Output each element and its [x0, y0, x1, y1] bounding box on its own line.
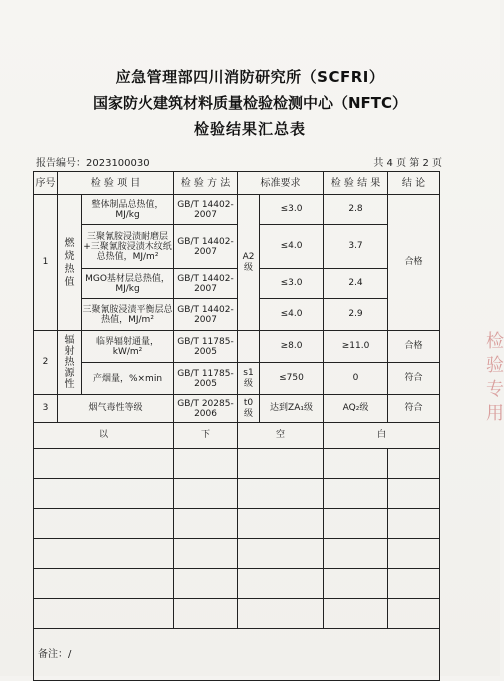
blank-notice-row [34, 423, 440, 449]
requirement-cell: ≤4.0 [260, 225, 324, 269]
row-no: 1 [34, 195, 58, 331]
requirement-cell: ≤4.0 [260, 299, 324, 331]
document-title: 检验结果汇总表 [193, 120, 306, 138]
empty-row [34, 539, 440, 569]
header-method: 检 验 方 法 [174, 172, 238, 195]
table-row [34, 269, 440, 299]
class-cell: A2 级 [238, 195, 260, 331]
requirement-cell: ≤3.0 [260, 269, 324, 299]
method-cell: GB/T 14402-2007 [174, 225, 238, 269]
item-cell: 整体制品总热值，MJ/kg [82, 195, 174, 225]
result-cell: AQ₂级 [324, 395, 388, 423]
blank-word: 以 [34, 423, 174, 449]
result-cell: 2.4 [324, 269, 388, 299]
header-item: 检 验 项 目 [58, 172, 174, 195]
method-cell: GB/T 14402-2007 [174, 299, 238, 331]
table-row [34, 299, 440, 331]
item-cell: 三聚氰胺浸渍平衡层总热值，MJ/m² [82, 299, 174, 331]
table-row [34, 363, 440, 395]
conclusion-cell: 合格 [388, 331, 440, 363]
center-title: 国家防火建筑材料质量检验检测中心（NFTC） [92, 94, 408, 112]
empty-row [34, 569, 440, 599]
conclusion-cell: 符合 [388, 395, 440, 423]
row-no: 3 [34, 395, 58, 423]
header-conclusion: 结 论 [388, 172, 440, 195]
row-no: 2 [34, 331, 58, 395]
report-number: 报告编号：2023100030 [36, 158, 150, 169]
method-cell: GB/T 11785-2005 [174, 363, 238, 395]
table-row [34, 195, 440, 225]
blank-word: 白 [324, 423, 440, 449]
results-table [33, 171, 440, 681]
requirement-cell: ≥8.0 [260, 331, 324, 363]
method-cell: GB/T 14402-2007 [174, 195, 238, 225]
remark-cell: 备注：/ [34, 629, 440, 681]
table-row [34, 225, 440, 269]
empty-row [34, 509, 440, 539]
item-cell: MGO基材层总热值，MJ/kg [82, 269, 174, 299]
method-cell: GB/T 20285-2006 [174, 395, 238, 423]
requirement-cell: ≤3.0 [260, 195, 324, 225]
conclusion-cell: 合格 [388, 195, 440, 331]
class-cell: t0 级 [238, 395, 260, 423]
org-title: 应急管理部四川消防研究所（SCFRI） [115, 68, 385, 86]
result-cell: 2.8 [324, 195, 388, 225]
method-cell: GB/T 11785-2005 [174, 331, 238, 363]
stamp-fragment: 检 验 专 用 [486, 331, 504, 424]
table-row [34, 395, 440, 423]
requirement-cell: ≤750 [260, 363, 324, 395]
item-cell: 产烟量，%×min [82, 363, 174, 395]
method-cell: GB/T 14402-2007 [174, 269, 238, 299]
result-cell: 3.7 [324, 225, 388, 269]
blank-word: 空 [238, 423, 324, 449]
item-cell: 临界辐射通量，kW/m² [82, 331, 174, 363]
item-cell: 三聚氰胺浸渍耐磨层+三聚氰胺浸渍木纹纸总热值，MJ/m² [82, 225, 174, 269]
header-requirement: 标准要求 [238, 172, 324, 195]
empty-row [34, 479, 440, 509]
empty-row [34, 599, 440, 629]
result-cell: 0 [324, 363, 388, 395]
item-cell: 烟气毒性等级 [58, 395, 174, 423]
group-label: 辐 射 热 源 性 [58, 331, 82, 395]
group-label: 燃 烧 热 值 [58, 195, 82, 331]
result-cell: ≥11.0 [324, 331, 388, 363]
empty-row [34, 449, 440, 479]
result-cell: 2.9 [324, 299, 388, 331]
conclusion-cell: 符合 [388, 363, 440, 395]
page-info: 共 4 页 第 2 页 [373, 158, 442, 169]
table-row [34, 331, 440, 363]
remark-row [34, 629, 440, 681]
blank-word: 下 [174, 423, 238, 449]
header-no: 序号 [34, 172, 58, 195]
header-result: 检 验 结 果 [324, 172, 388, 195]
table-header-row [34, 172, 440, 195]
requirement-cell: 达到ZA₁级 [260, 395, 324, 423]
class-cell: s1 级 [238, 363, 260, 395]
